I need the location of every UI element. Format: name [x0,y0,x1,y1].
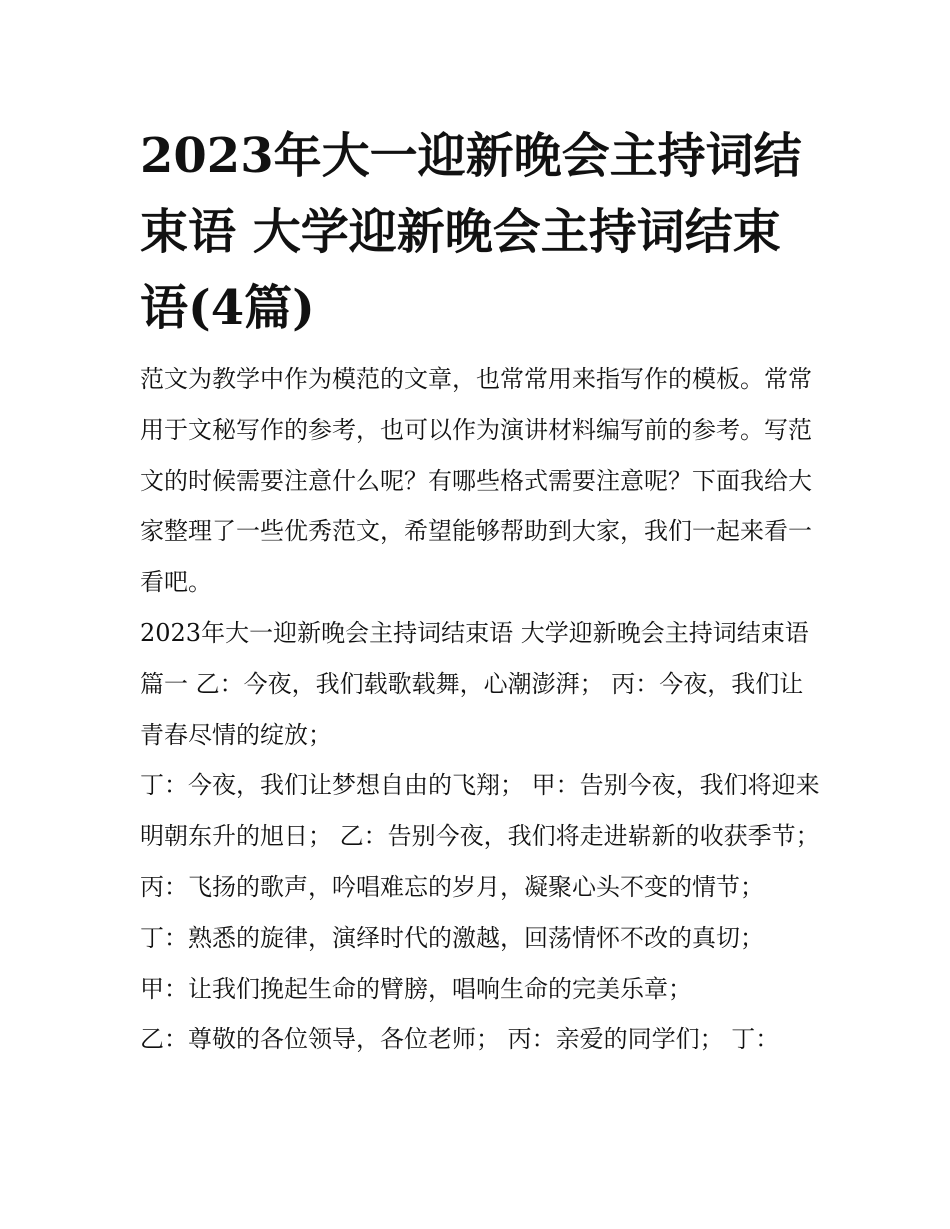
paragraph: 乙：尊敬的各位领导，各位老师； 丙：亲爱的同学们； 丁： [140,1025,780,1054]
paragraph: 丁：熟悉的旋律，演绎时代的激越，回荡情怀不改的真切； [140,923,764,952]
paragraph: 丙：飞扬的歌声，吟唱难忘的岁月，凝聚心头不变的情节； [140,872,764,901]
paragraph-intro: 范文为教学中作为模范的文章，也常常用来指写作的模板。常常用于文秘写作的参考，也可以作为演讲材料编写前的参考。写范文的时候需要注意什么呢？有哪些格式需要注意呢？下面我给大家整理了一些优秀范文，希望能够帮助到大家，我们一起来看一看吧。 [140,365,812,597]
paragraph: 丁：今夜，我们让梦想自由的飞翔； 甲：告别今夜，我们将迎来明朝东升的旭日； 乙：告别今夜，我们将走进崭新的收获季节； [140,771,820,851]
document-body [140,354,820,1065]
document-title: 2023年大一迎新晚会主持词结束语 大学迎新晚会主持词结束语(4篇) [140,128,802,336]
paragraph: 2023年大一迎新晚会主持词结束语 大学迎新晚会主持词结束语篇一 乙：今夜，我们载歌载舞，心潮澎湃； 丙：今夜，我们让青春尽情的绽放； [140,618,809,749]
paragraph: 甲：让我们挽起生命的臂膀，唱响生命的完美乐章； [140,974,692,1003]
